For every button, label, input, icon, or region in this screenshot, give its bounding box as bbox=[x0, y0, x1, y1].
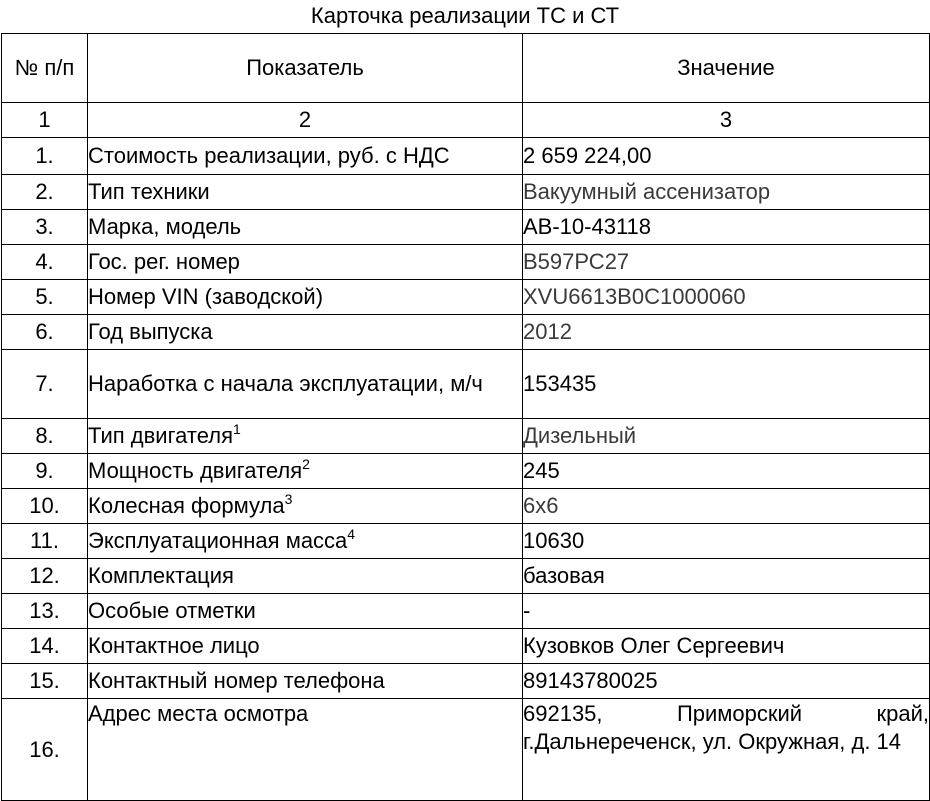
row-value: 153435 bbox=[523, 350, 930, 419]
row-number: 13. bbox=[2, 594, 88, 629]
row-number: 14. bbox=[2, 629, 88, 664]
row-number: 5. bbox=[2, 280, 88, 315]
table-row bbox=[2, 699, 930, 801]
row-indicator-text: Мощность двигателя bbox=[88, 458, 303, 483]
row-value: 245 bbox=[523, 454, 930, 489]
row-value: XVU6613B0C1000060 bbox=[523, 280, 930, 315]
table-row bbox=[2, 524, 930, 559]
row-value: 6х6 bbox=[523, 489, 930, 524]
row-number: 4. bbox=[2, 245, 88, 280]
row-number: 3. bbox=[2, 210, 88, 245]
row-indicator bbox=[88, 489, 523, 524]
table-row bbox=[2, 175, 930, 210]
column-number-1: 1 bbox=[2, 103, 88, 138]
row-value: 692135, Приморский край, г.Дальнереченск, ул. Окружная, д. 14 bbox=[523, 699, 930, 801]
row-value: 89143780025 bbox=[523, 664, 930, 699]
row-number: 2. bbox=[2, 175, 88, 210]
row-value: В597РС27 bbox=[523, 245, 930, 280]
row-number: 10. bbox=[2, 489, 88, 524]
table-row bbox=[2, 280, 930, 315]
row-number: 8. bbox=[2, 419, 88, 454]
row-indicator bbox=[88, 524, 523, 559]
row-value: 10630 bbox=[523, 524, 930, 559]
row-number: 15. bbox=[2, 664, 88, 699]
header-indicator-cell: Показатель bbox=[88, 34, 523, 103]
row-indicator bbox=[88, 454, 523, 489]
row-number: 9. bbox=[2, 454, 88, 489]
table-row bbox=[2, 210, 930, 245]
row-indicator: Особые отметки bbox=[88, 594, 523, 629]
table-row bbox=[2, 664, 930, 699]
row-number: 6. bbox=[2, 315, 88, 350]
column-number-2: 2 bbox=[88, 103, 523, 138]
row-indicator: Контактный номер телефона bbox=[88, 664, 523, 699]
table-row bbox=[2, 629, 930, 664]
row-value: 2 659 224,00 bbox=[523, 138, 930, 175]
row-indicator-text: Колесная формула bbox=[88, 493, 285, 518]
table-row bbox=[2, 454, 930, 489]
column-number-3: 3 bbox=[523, 103, 930, 138]
footnote-mark: 4 bbox=[347, 526, 356, 542]
row-number: 16. bbox=[2, 699, 88, 801]
row-indicator: Тип техники bbox=[88, 175, 523, 210]
table-row bbox=[2, 559, 930, 594]
footnote-mark: 1 bbox=[232, 421, 241, 437]
row-number: 1. bbox=[2, 138, 88, 175]
footnote-mark: 2 bbox=[302, 456, 310, 472]
row-indicator: Адрес места осмотра bbox=[88, 699, 523, 801]
table-row bbox=[2, 245, 930, 280]
row-indicator: Номер VIN (заводской) bbox=[88, 280, 523, 315]
row-value: - bbox=[523, 594, 930, 629]
row-indicator: Комплектация bbox=[88, 559, 523, 594]
table-row bbox=[2, 419, 930, 454]
table-row bbox=[2, 489, 930, 524]
table-row bbox=[2, 594, 930, 629]
row-indicator bbox=[88, 419, 523, 454]
table-row bbox=[2, 138, 930, 175]
column-number-row bbox=[2, 103, 930, 138]
row-number: 11. bbox=[2, 524, 88, 559]
row-value: Дизельный bbox=[523, 419, 930, 454]
row-indicator-text: Эксплуатационная масса bbox=[88, 528, 348, 553]
row-indicator-text: Тип двигателя bbox=[88, 423, 233, 448]
row-indicator: Контактное лицо bbox=[88, 629, 523, 664]
row-indicator: Гос. рег. номер bbox=[88, 245, 523, 280]
page-title: Карточка реализации ТС и СТ bbox=[310, 3, 620, 28]
header-value-cell: Значение bbox=[523, 34, 930, 103]
row-indicator: Наработка с начала эксплуатации, м/ч bbox=[88, 350, 523, 419]
table-header-row bbox=[2, 34, 930, 103]
row-indicator: Стоимость реализации, руб. с НДС bbox=[88, 138, 523, 175]
row-value: 2012 bbox=[523, 315, 930, 350]
row-value: базовая bbox=[523, 559, 930, 594]
row-number: 7. bbox=[2, 350, 88, 419]
vehicle-sale-table bbox=[1, 33, 930, 801]
header-num-cell: № п/п bbox=[2, 34, 88, 103]
row-value: АВ-10-43118 bbox=[523, 210, 930, 245]
table-row bbox=[2, 350, 930, 419]
row-number: 12. bbox=[2, 559, 88, 594]
footnote-mark: 3 bbox=[284, 491, 293, 507]
table-row bbox=[2, 315, 930, 350]
row-value: Вакуумный ассенизатор bbox=[523, 175, 930, 210]
row-value: Кузовков Олег Сергеевич bbox=[523, 629, 930, 664]
row-indicator: Марка, модель bbox=[88, 210, 523, 245]
row-indicator: Год выпуска bbox=[88, 315, 523, 350]
